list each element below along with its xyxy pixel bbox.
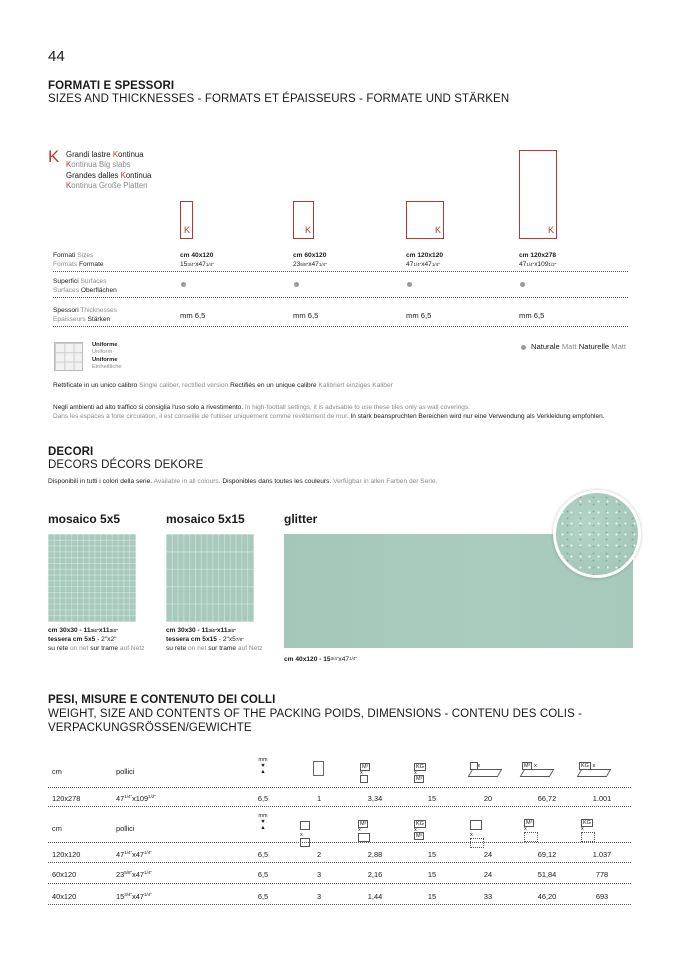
finish-label: Naturale Matt Naturelle Matt (531, 342, 627, 351)
row-cm: 40x120 (52, 892, 77, 901)
page-number: 44 (48, 48, 65, 65)
row-c2: 1,44 (367, 892, 383, 901)
divider (48, 806, 631, 807)
thickness-60x120: mm 6,5 (293, 311, 319, 320)
row-c4: 24 (483, 870, 493, 879)
row-c5: 66,72 (537, 794, 557, 803)
row-c2: 3,34 (367, 794, 383, 803)
decor-title-mosaico-5x5: mosaico 5x5 (48, 512, 121, 526)
row-c3: 15 (427, 794, 437, 803)
row-c3: 15 (427, 870, 437, 879)
mosaico-5x15-info: cm $30x30 - 11^{3/4"}x11^{3/4"}$ tessera cm $5x15 - 2"x5^{7/8"}$ su rete on net sur trame auf Netz (166, 627, 263, 652)
kg-per-rack-icon: KG x (579, 763, 609, 779)
traffic-note: Negli ambienti ad alto traffico si consiglia l'uso solo a rivestimento. In high-foottall settings, it is advisable to use these tiles only as wall coverings. Dans les espaces à forte circulation, il est conseillé de l'utiliser uniquement comme revêtement de mur. In stark beanspruchten Bereichen wird nur eine Verwendung als Verkleidung empfohlen. (53, 404, 605, 420)
kontinua-logo-icon: K (48, 147, 60, 166)
m2-per-rack-icon: M² x (522, 763, 552, 779)
divider (48, 787, 631, 788)
row-c1: 2 (316, 850, 322, 859)
divider (48, 904, 631, 905)
thickness-40x120: mm 6,5 (180, 311, 206, 320)
row-mm: 6,5 (257, 850, 269, 859)
m2-per-slab-icon: M² x (360, 764, 370, 782)
header-cm: cm (52, 824, 62, 833)
divider (48, 883, 631, 884)
row-cm: 120x120 (52, 850, 81, 859)
format-120x278: cm 120x278 $47^{1/4"}x109^{1/2"}$ (519, 252, 557, 268)
row-c4: 33 (483, 892, 493, 901)
divider (48, 862, 631, 863)
kg-per-m2-icon: KG x M² (414, 764, 424, 782)
header-mm: mm ▼ ▲ (258, 813, 268, 831)
header-inch: pollici (116, 824, 135, 833)
mosaico-5x5-info: cm $30x30 - 11^{3/4"}x11^{3/4"}$ tessera cm 5x5 - 2"x2" su rete on net sur trame auf Netz (48, 627, 145, 652)
header-cm: cm (52, 767, 62, 776)
thickness-120x278: mm 6,5 (519, 311, 545, 320)
row-c4: 20 (483, 794, 493, 803)
row-c1: 1 (316, 794, 322, 803)
row-inch: $15^{3/4"}x47^{1/4"}$ (116, 892, 152, 901)
row-mm: 6,5 (257, 794, 269, 803)
header-inch: pollici (116, 767, 135, 776)
row-inch: $47^{1/4"}x47^{1/4"}$ (116, 850, 152, 859)
divider (53, 297, 628, 298)
surfaces-row-label: Superfici Surfaces Surfaces Oberflächen (53, 278, 117, 294)
availability-note: Disponibili in tutti i colori della serie. Available in all colours. Disponibles dans toutes les couleurs. Verfügbar in allen Farben der Serie. (48, 478, 438, 485)
mosaico-5x5-swatch (48, 534, 136, 622)
mosaico-5x15-swatch (166, 534, 254, 622)
format-40x120: cm 40x120 $15^{3/4"}x47^{1/4"}$ (180, 252, 214, 268)
row-c6: 693 (595, 892, 609, 901)
box-icon: x (300, 821, 310, 849)
surface-dot (520, 282, 525, 287)
row-inch: $23^{5/8"}x47^{1/4"}$ (116, 870, 152, 879)
m2-per-pallet-icon: M² x (524, 820, 538, 844)
glitter-info: cm $40x120 - 15^{3/4"}x47^{1/4"}$ (284, 656, 357, 663)
kontinua-line-it: Grandi lastre Kontinua (66, 150, 144, 159)
row-c1: 3 (316, 870, 322, 879)
formats-row-label: Formati Sizes Formats Formate (53, 252, 104, 268)
row-c2: 2,16 (367, 870, 383, 879)
row-c5: 51,84 (537, 870, 557, 879)
thickness-120x120: mm 6,5 (406, 311, 432, 320)
finish-dot (521, 345, 526, 350)
format-frame-120x120: K (406, 201, 444, 239)
header-mm: mm ▼ ▲ (258, 757, 268, 775)
row-c6: 778 (595, 870, 609, 879)
divider (53, 271, 628, 272)
decor-title-mosaico-5x15: mosaico 5x15 (166, 512, 245, 526)
rectified-note: Rettificate in un unico calibro Single caliber, rectified version Rectifiés en un unique calibre Kalibriert einziges Kaliber (53, 382, 393, 389)
kontinua-line-de: Kontinua Große Platten (66, 180, 148, 190)
row-inch: $47^{1/4"}x109^{1/2"}$ (116, 794, 156, 803)
row-mm: 6,5 (257, 892, 269, 901)
glitter-detail-zoom (553, 490, 641, 578)
section-title-decors: DECORI (48, 446, 94, 458)
section-subtitle-formats: SIZES AND THICKNESSES - FORMATS ET ÉPAISSEURS - FORMATE UND STÄRKEN (48, 93, 510, 105)
row-cm: 120x278 (52, 794, 81, 803)
row-c3: 15 (427, 892, 437, 901)
uniform-shade-icon (54, 342, 83, 371)
format-frame-60x120: K (293, 201, 314, 239)
thickness-row-label: Spessori Thicknesses Epaisseurs Stärken (53, 307, 118, 323)
m2-per-box-icon: M² x (358, 821, 370, 844)
slab-icon (313, 761, 324, 776)
section-subtitle-packing-2: VERPACKUNGSRÖSSEN/GEWICHTE (48, 722, 252, 734)
surface-dot (181, 282, 186, 287)
divider (48, 842, 631, 843)
row-c1: 3 (316, 892, 322, 901)
kg-per-pallet-icon: KG x (581, 820, 595, 844)
row-c5: 69,12 (537, 850, 557, 859)
row-c6: 1.037 (592, 850, 612, 859)
row-c2: 2,88 (367, 850, 383, 859)
section-title-formats: FORMATI E SPESSORI (48, 80, 175, 92)
kontinua-line-en: Kontinua Big slabs (66, 160, 131, 170)
divider (53, 326, 628, 327)
kg-per-m2-icon: KG x M² (414, 821, 424, 839)
slabs-per-rack-icon: x (470, 763, 500, 779)
row-c3: 15 (427, 850, 437, 859)
boxes-per-pallet-icon: x (470, 820, 484, 850)
surface-dot (294, 282, 299, 287)
row-c4: 24 (483, 850, 493, 859)
row-cm: 60x120 (52, 870, 77, 879)
format-frame-40x120: K (180, 201, 193, 239)
kontinua-caption (66, 150, 151, 191)
section-subtitle-packing-1: WEIGHT, SIZE AND CONTENTS OF THE PACKING POIDS, DIMENSIONS - CONTENU DES COLIS - (48, 708, 583, 720)
row-mm: 6,5 (257, 870, 269, 879)
row-c6: 1.001 (592, 794, 612, 803)
uniform-label: Uniforme Uniform Uniforme Einheitliche (92, 342, 122, 371)
kontinua-line-fr: Grandes dalles Kontinua (66, 170, 152, 180)
format-60x120: cm 60x120 $23^{5/8"}x47^{1/4"}$ (293, 252, 327, 268)
row-c5: 46,20 (537, 892, 557, 901)
surface-dot (407, 282, 412, 287)
section-title-packing: PESI, MISURE E CONTENUTO DEI COLLI (48, 694, 276, 706)
section-subtitle-decors: DECORS DÉCORS DEKORE (48, 459, 204, 471)
format-frame-120x278: K (519, 150, 557, 239)
decor-title-glitter: glitter (284, 512, 318, 526)
format-120x120: cm 120x120 $47^{1/4"}x47^{1/4"}$ (406, 252, 444, 268)
